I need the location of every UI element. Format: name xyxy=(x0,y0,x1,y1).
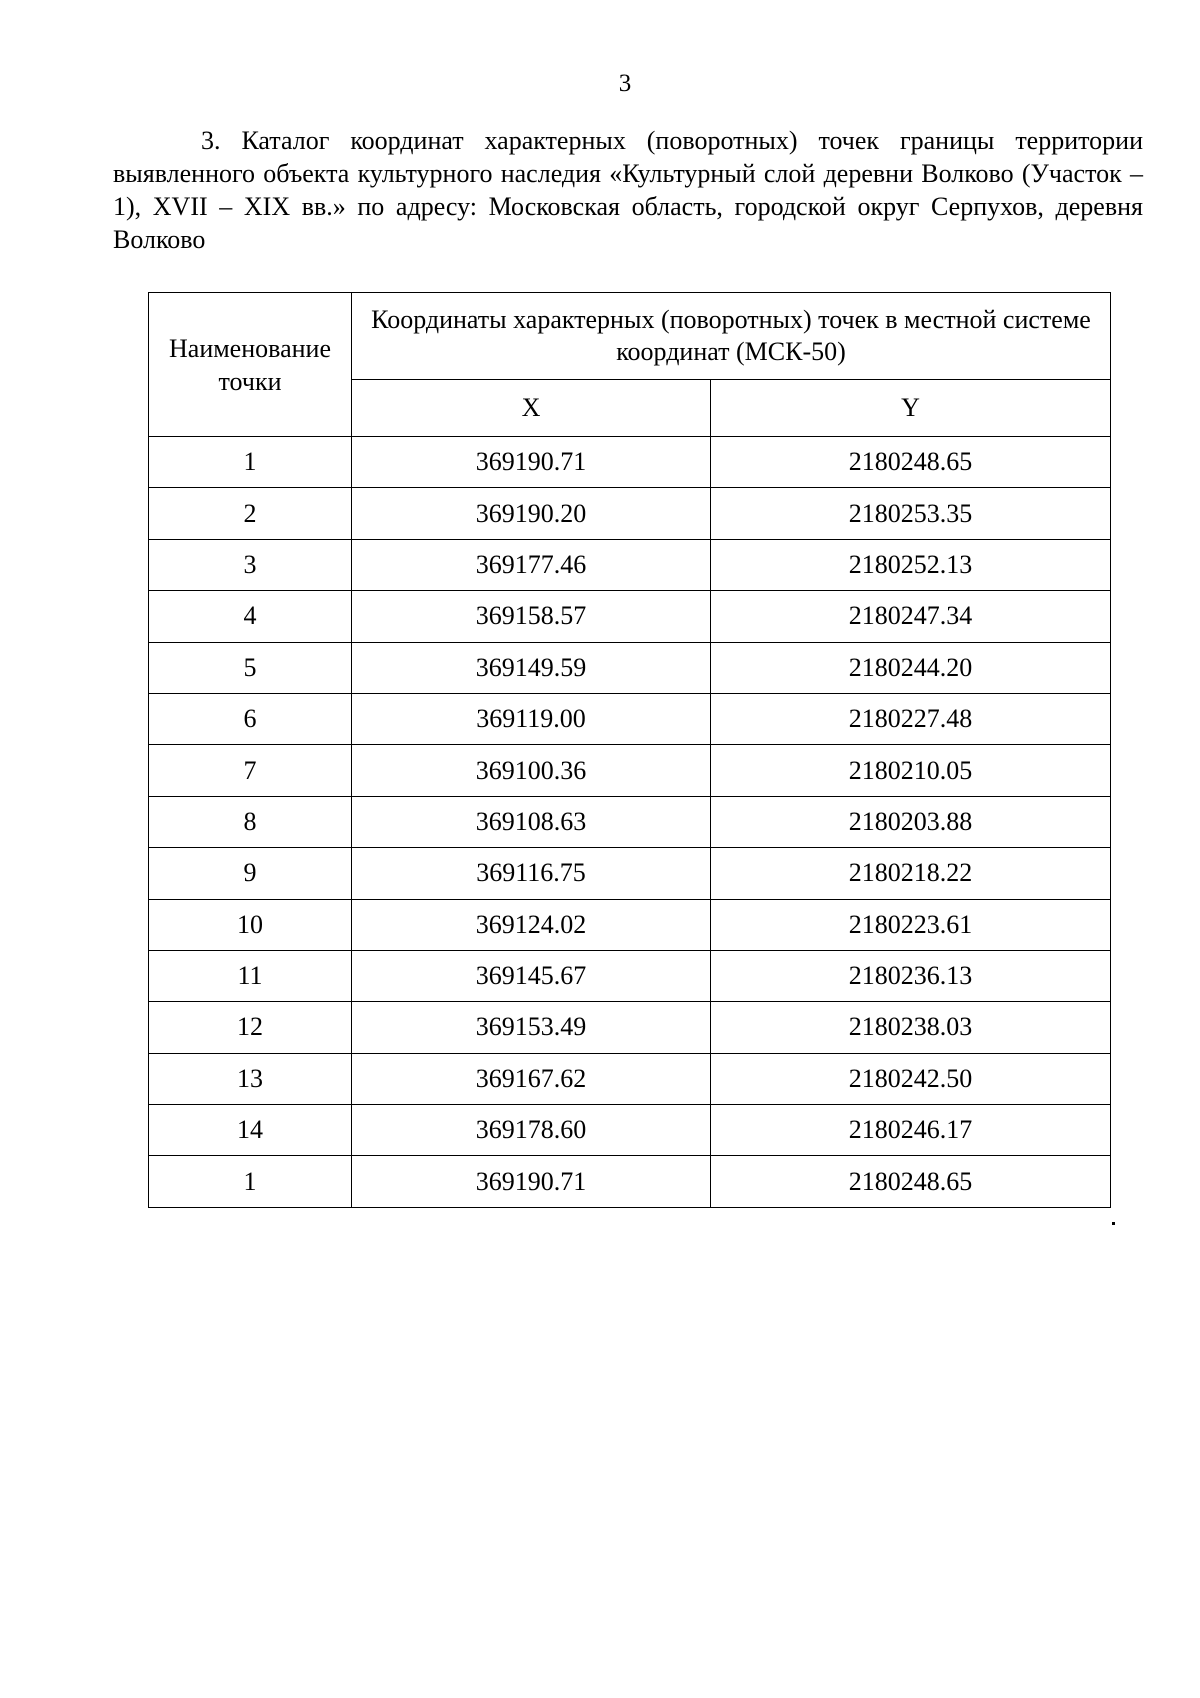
cell-point: 12 xyxy=(149,1002,352,1053)
cell-x: 369108.63 xyxy=(352,796,711,847)
cell-point: 4 xyxy=(149,591,352,642)
cell-x: 369153.49 xyxy=(352,1002,711,1053)
cell-point: 13 xyxy=(149,1053,352,1104)
cell-y: 2180242.50 xyxy=(711,1053,1111,1104)
cell-y: 2180252.13 xyxy=(711,539,1111,590)
table-row xyxy=(149,745,1111,796)
coordinates-table xyxy=(148,292,1111,1208)
table-row xyxy=(149,437,1111,488)
cell-point: 1 xyxy=(149,1156,352,1207)
cell-y: 2180253.35 xyxy=(711,488,1111,539)
cell-x: 369190.71 xyxy=(352,1156,711,1207)
cell-y: 2180218.22 xyxy=(711,848,1111,899)
cell-x: 369145.67 xyxy=(352,950,711,1001)
table-row xyxy=(149,1053,1111,1104)
table-row xyxy=(149,1105,1111,1156)
cell-point: 1 xyxy=(149,437,352,488)
cell-point: 5 xyxy=(149,642,352,693)
cell-x: 369190.71 xyxy=(352,437,711,488)
cell-x: 369149.59 xyxy=(352,642,711,693)
table-row xyxy=(149,848,1111,899)
cell-x: 369190.20 xyxy=(352,488,711,539)
cell-y: 2180247.34 xyxy=(711,591,1111,642)
cell-point: 10 xyxy=(149,899,352,950)
cell-x: 369100.36 xyxy=(352,745,711,796)
cell-y: 2180246.17 xyxy=(711,1105,1111,1156)
cell-y: 2180227.48 xyxy=(711,693,1111,744)
cell-point: 2 xyxy=(149,488,352,539)
cell-y: 2180236.13 xyxy=(711,950,1111,1001)
cell-y: 2180210.05 xyxy=(711,745,1111,796)
header-coordinates: Координаты характерных (поворотных) точек в местной системе координат (МСК-50) xyxy=(352,293,1111,380)
cell-point: 9 xyxy=(149,848,352,899)
header-x: X xyxy=(352,380,711,437)
table-row xyxy=(149,591,1111,642)
cell-x: 369116.75 xyxy=(352,848,711,899)
cell-x: 369178.60 xyxy=(352,1105,711,1156)
cell-x: 369158.57 xyxy=(352,591,711,642)
table-row xyxy=(149,796,1111,847)
cell-y: 2180244.20 xyxy=(711,642,1111,693)
table-row xyxy=(149,642,1111,693)
cell-point: 7 xyxy=(149,745,352,796)
cell-x: 369167.62 xyxy=(352,1053,711,1104)
cell-point: 6 xyxy=(149,693,352,744)
table-row xyxy=(149,539,1111,590)
table-row xyxy=(149,1156,1111,1207)
cell-point: 3 xyxy=(149,539,352,590)
cell-x: 369119.00 xyxy=(352,693,711,744)
cell-point: 11 xyxy=(149,950,352,1001)
trailing-dot xyxy=(1112,1222,1115,1225)
header-point-name: Наименование точки xyxy=(149,293,352,437)
cell-y: 2180223.61 xyxy=(711,899,1111,950)
section-heading-paragraph: 3. Каталог координат характерных (поворотных) точек границы территории выявленного объекта культурного наследия «Культурный слой деревни Волково (Участок – 1), XVII – XIX вв.» по адресу: Московская область, городской округ Серпухов, деревня Волково xyxy=(113,126,1143,254)
cell-y: 2180203.88 xyxy=(711,796,1111,847)
header-y: Y xyxy=(711,380,1111,437)
cell-y: 2180248.65 xyxy=(711,437,1111,488)
cell-point: 8 xyxy=(149,796,352,847)
coordinates-table-body xyxy=(149,437,1111,1208)
table-row xyxy=(149,950,1111,1001)
cell-x: 369124.02 xyxy=(352,899,711,950)
cell-y: 2180248.65 xyxy=(711,1156,1111,1207)
cell-point: 14 xyxy=(149,1105,352,1156)
page-number: 3 xyxy=(618,70,632,97)
table-row xyxy=(149,899,1111,950)
cell-y: 2180238.03 xyxy=(711,1002,1111,1053)
cell-x: 369177.46 xyxy=(352,539,711,590)
table-row xyxy=(149,1002,1111,1053)
table-row xyxy=(149,693,1111,744)
table-row xyxy=(149,488,1111,539)
